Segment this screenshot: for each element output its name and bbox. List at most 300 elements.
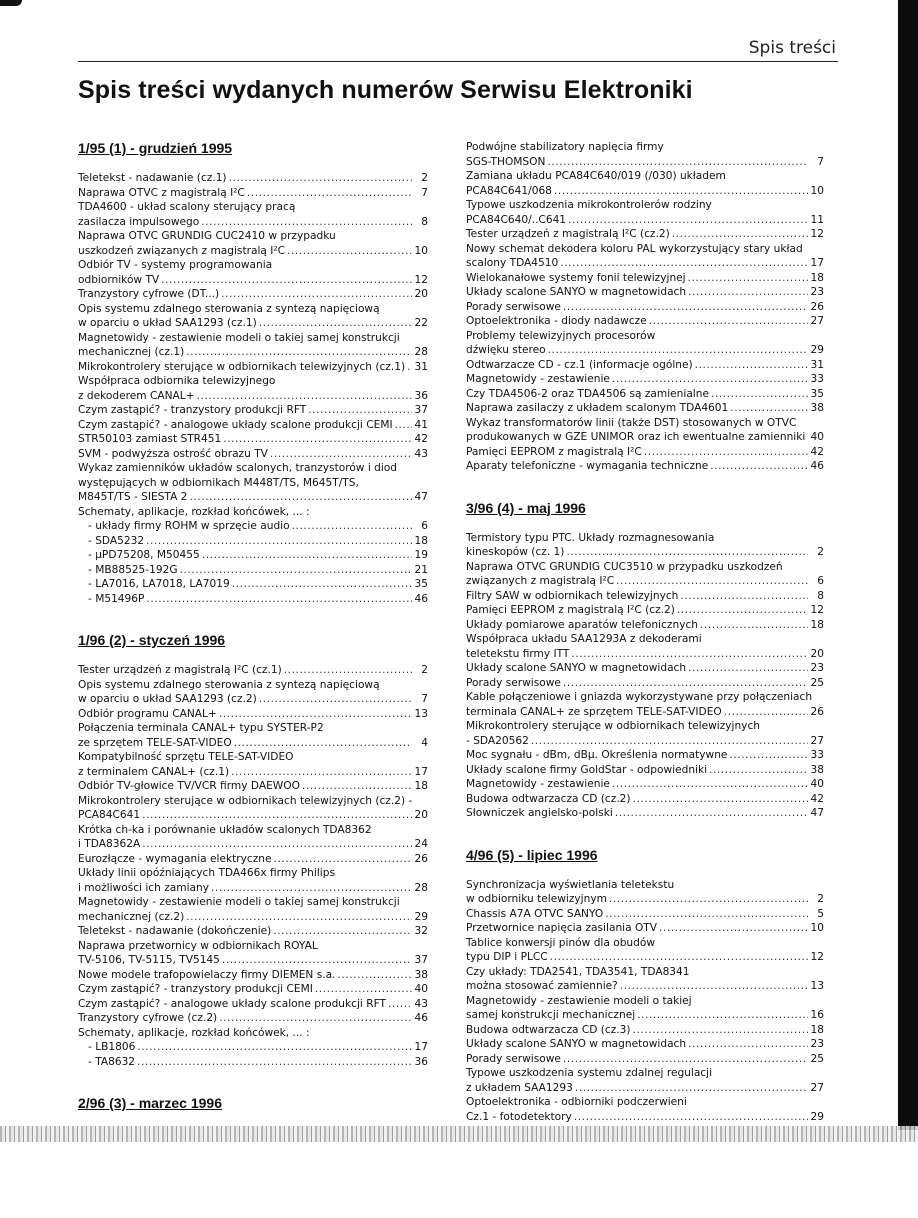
entry-title-line: i możliwości ich zamiany [78,881,209,894]
entry-last-line [466,387,824,402]
toc-entry-list [78,171,428,606]
page-number: 10 [414,244,428,257]
entry-title-line: Naprawa zasilaczy z układem scalonym TDA4601 [466,402,729,414]
entry-title-line: teletekstu firmy ITT [466,647,570,660]
left-column [78,140,428,1138]
dot-leader [284,663,412,678]
page-number: 38 [810,763,824,776]
entry-title-line: Współpraca odbiornika telewizyjnego [78,375,276,387]
page-number: 28 [414,881,428,894]
page-number: 7 [421,693,428,705]
page-number: 8 [421,215,428,228]
dot-leader [202,548,412,563]
toc-entry [466,661,824,676]
page-number: 6 [421,520,428,532]
entry-title-line: można stosować zamiennie? [466,980,618,992]
entry-last-line [78,765,428,780]
entry-last-line [466,676,824,691]
page-number: 37 [414,954,428,966]
toc-entry [466,445,824,460]
toc-entry [78,721,428,750]
entry-last-line [466,545,824,560]
entry-title-line: i TDA8362A [78,838,141,850]
dot-leader [563,1052,808,1067]
toc-entry [78,229,428,258]
entry-title-line: Magnetowidy - zestawienie modeli o takiej samej konstrukcji [78,896,400,908]
entry-title-line: Chassis A7A OTVC SANYO [466,907,604,920]
toc-entry [78,939,428,968]
entry-title-line: Teletekst - nadawanie (cz.1) [78,172,227,184]
entry-title-line: Problemy telewizyjnych procesorów [466,329,656,342]
entry-title-line: Typowe uszkodzenia systemu zdalnej regulacji [466,1067,713,1079]
dot-leader [609,892,808,907]
entry-last-line [78,577,428,592]
page-number: 40 [810,778,824,790]
dot-leader [575,1081,808,1096]
page-number: 4 [421,736,428,749]
toc-entry [78,548,428,563]
page-number: 43 [414,447,428,460]
toc-entry [466,921,824,936]
entry-last-line [466,1037,824,1052]
entry-title-line: Magnetowidy - zestawienie modeli o takiej samej konstrukcji [78,331,400,344]
page-number: 2 [421,664,428,676]
entry-title-line: z terminalem CANAL+ (cz.1) [78,765,230,778]
toc-entry [466,531,824,560]
dot-leader [563,300,808,315]
toc-entry [78,432,428,447]
toc-entry [78,287,428,302]
page-number: 10 [810,922,824,934]
dot-leader [219,707,412,722]
page-number: 11 [810,213,824,226]
entry-title-line: Tester urządzeń z magistralą I²C (cz.2) [466,228,670,240]
dot-leader [568,213,808,228]
entry-title-line: Naprawa OTVC GRUNDIG CUC2410 w przypadku [78,230,336,242]
page-number: 26 [810,705,824,718]
entry-last-line [466,430,824,445]
dot-leader [273,924,412,939]
page-number: 22 [414,317,428,329]
entry-title-line: - LB1806 [88,1041,136,1053]
toc-entry [78,200,428,229]
dot-leader [605,907,808,922]
toc-entry [466,965,824,994]
page-number: 26 [414,852,428,865]
dot-leader [388,997,412,1012]
page-number: 17 [414,765,428,778]
entry-title-line: - MB88525-192G [88,563,178,576]
dot-leader [649,314,808,329]
entry-last-line [466,618,824,633]
dot-leader [688,661,808,676]
entry-last-line [78,563,428,578]
entry-last-line [78,808,428,823]
dot-leader [574,1110,808,1125]
entry-last-line [78,1055,428,1070]
entry-title-line: Tranzystory cyfrowe (cz.2) [78,1012,218,1024]
toc-entry [78,360,428,375]
entry-title-line: Odtwarzacze CD - cz.1 (informacje ogólne) [466,358,693,371]
entry-title-line: Kable połączeniowe i gniazda wykorzystywane przy połączeniach [466,691,813,703]
entry-last-line [466,300,824,315]
page-number: 35 [810,387,824,400]
entry-last-line [466,213,824,228]
toc-entry [466,603,824,618]
toc-entry [78,924,428,939]
entry-title-line: Wykaz transformatorów linii (także DST) stosowanych w OTVC [466,416,797,429]
page-number: 43 [414,997,428,1010]
entry-last-line [466,285,824,300]
entry-title-line: SGS-THOMSON [466,155,546,168]
dot-leader [659,921,808,936]
dot-leader [259,316,412,331]
toc-entry [466,300,824,315]
entry-title-line: Mikrokontrolery sterujące w odbiornikach telewizyjnych (cz.2) - [78,794,413,807]
toc-entry [78,563,428,578]
entry-title-line: Budowa odtwarzacza CD (cz.2) [466,792,631,805]
toc-entry [466,806,824,821]
entry-title-line: ze sprzętem TELE-SAT-VIDEO [78,736,232,749]
dot-leader [566,545,808,560]
toc-entry [78,461,428,505]
entry-last-line [78,186,428,201]
dot-leader [137,1055,412,1070]
page-number: 18 [414,780,428,792]
entry-last-line [466,314,824,329]
toc-entry [78,1011,428,1026]
toc-entry [78,403,428,418]
toc-entry [78,895,428,924]
dot-leader [308,403,412,418]
dot-leader [142,808,412,823]
entry-last-line [78,881,428,896]
entry-title-line: Opis systemu zdalnego sterowania z syntezą napięciową [78,678,380,691]
toc-entry [78,1055,428,1070]
entry-title-line: uszkodzeń związanych z magistralą I²C [78,244,286,257]
dot-leader [700,618,808,633]
dot-leader [550,950,808,965]
entry-title-line: Pamięci EEPROM z magistralą I²C [466,445,642,458]
entry-last-line [466,358,824,373]
dot-leader [612,372,808,387]
toc-entry-list [466,140,824,474]
page-number: 33 [810,373,824,385]
page-number: 23 [810,662,824,674]
dot-leader [620,979,808,994]
entry-last-line [78,953,428,968]
dot-leader [615,806,808,821]
entry-last-line [78,592,428,607]
dot-leader [563,676,808,691]
entry-title-line: w odbiorniku telewizyjnym [466,893,607,905]
page-number: 42 [810,445,824,458]
entry-title-line: - LA7016, LA7018, LA7019 [88,578,230,590]
toc-entry [78,447,428,462]
dot-leader [709,763,808,778]
entry-title-line: Filtry SAW w odbiornikach telewizyjnych [466,589,679,602]
entry-last-line [78,1026,428,1041]
dot-leader [287,244,412,259]
toc-entry [466,227,824,242]
page-number: 12 [414,273,428,286]
toc-entry [78,982,428,997]
toc-entry [466,271,824,286]
entry-last-line [466,647,824,662]
page-number: 21 [414,563,428,576]
scan-bottom-edge [0,1126,918,1142]
entry-last-line [466,184,824,199]
entry-title-line: z układem SAA1293 [466,1081,573,1094]
dot-leader [219,1011,412,1026]
entry-title-line: - TA8632 [88,1055,136,1068]
entry-last-line [466,343,824,358]
entry-title-line: Porady serwisowe [466,300,561,313]
entry-last-line [78,389,428,404]
page-number: 33 [810,749,824,761]
dot-leader [554,184,808,199]
toc-entry [466,878,824,907]
entry-title-line: zasilacza impulsowego [78,215,200,228]
toc-entry [466,719,824,748]
toc-entry [466,936,824,965]
entry-last-line [78,432,428,447]
toc-section [78,632,428,1069]
entry-title-line: Cz.1 - fotodetektory [466,1110,572,1123]
toc-entry [466,748,824,763]
entry-last-line [466,372,824,387]
page-number: 17 [414,1041,428,1053]
page-number: 18 [414,534,428,547]
toc-entry [78,663,428,678]
toc-entry [78,750,428,779]
entry-title-line: Optoelektronika - odbiorniki podczerwieni [466,1096,687,1108]
toc-entry [466,416,824,445]
dot-leader [637,1008,808,1023]
dot-leader [710,459,808,474]
toc-entry [78,852,428,867]
entry-last-line [78,244,428,259]
page-number: 31 [414,360,428,373]
entry-title-line: Kompatybilność sprzętu TELE-SAT-VIDEO [78,751,294,763]
page-number: 27 [810,1081,824,1094]
entry-title-line: Nowy schemat dekodera koloru PAL wykorzystujący stary układ [466,242,803,255]
entry-title-line: Tranzystory cyfrowe (DT...) [78,288,220,300]
page-number: 47 [414,491,428,503]
toc-entry [466,358,824,373]
toc-entry [466,777,824,792]
dot-leader [222,953,412,968]
dot-leader [633,792,808,807]
page-number: 16 [810,1009,824,1021]
entry-title-line: - µPD75208, M50455 [88,549,200,561]
page-number: 23 [810,1038,824,1050]
entry-title-line: Pamięci EEPROM z magistralą I²C (cz.2) [466,604,675,616]
entry-title-line: - M51496P [88,592,145,605]
page-number: 20 [414,809,428,821]
entry-title-line: Tester urządzeń z magistralą I²C (cz.1) [78,664,282,676]
entry-last-line [466,705,824,720]
entry-title-line: odbiorników TV [78,273,160,286]
dot-leader [231,765,412,780]
entry-title-line: Aparaty telefoniczne - wymagania techniczne [466,460,709,472]
entry-title-line: Czy TDA4506-2 oraz TDA4506 są zamienialne [466,387,709,400]
entry-title-line: Słowniczek angielsko-polski [466,807,613,819]
dot-leader [680,589,808,604]
dot-leader [729,748,808,763]
dot-leader [571,647,808,662]
page-number: 46 [414,592,428,605]
entry-title-line: SVM - podwyższa ostrość obrazu TV [78,447,268,460]
entry-last-line [78,736,428,751]
entry-last-line [78,273,428,288]
entry-title-line: kineskopów (cz. 1) [466,546,565,558]
entry-title-line: TV-5106, TV-5115, TV5145 [78,954,220,966]
entry-title-line: Układy linii opóźniających TDA466x firmy Philips [78,867,335,879]
toc-entry [78,534,428,549]
dot-leader [180,563,412,578]
toc-entry [466,994,824,1023]
page-number: 12 [810,951,824,963]
entry-last-line [78,360,428,375]
entry-last-line [78,997,428,1012]
entry-title-line: - SDA5232 [88,534,145,547]
toc-entry [466,1023,824,1038]
running-head: Spis treści [748,38,836,58]
dot-leader [211,881,412,896]
entry-title-line: Czym zastąpić? - analogowe układy scalone produkcji RFT [78,997,386,1010]
toc-entry [466,285,824,300]
toc-entry [466,242,824,271]
dot-leader [531,734,808,749]
entry-title-line: Odbiór programu CANAL+ [78,707,217,720]
entry-title-line: Nowe modele trafopowielaczy firmy DIEMEN s.a. [78,968,336,981]
entry-title-line: w oparciu o układ SAA1293 (cz.1) [78,317,257,329]
dot-leader [695,358,808,373]
page-number: 17 [810,257,824,269]
entry-last-line [78,287,428,302]
entry-last-line [466,806,824,821]
entry-title-line: Naprawa OTVC z magistralą I²C [78,186,245,199]
toc-entry [78,1040,428,1055]
dot-leader [234,736,412,751]
dot-leader [142,837,412,852]
entry-title-line: STR50103 zamiast STR451 [78,433,222,445]
dot-leader [612,777,808,792]
entry-title-line: Naprawa OTVC GRUNDIG CUC3510 w przypadku uszkodzeń [466,560,783,573]
entry-title-line: mechanicznej (cz.2) [78,910,185,923]
entry-last-line [466,401,824,416]
entry-last-line [78,534,428,549]
entry-title-line: Magnetowidy - zestawienie modeli o takiej [466,994,692,1007]
toc-entry-list [466,878,824,1125]
page-number: 27 [810,734,824,747]
toc-entry [466,1066,824,1095]
dot-leader [547,155,808,170]
entry-last-line [78,779,428,794]
entry-last-line [466,734,824,749]
dot-leader [688,271,808,286]
entry-last-line [78,418,428,433]
dot-leader [560,256,808,271]
entry-last-line [78,1011,428,1026]
dot-leader [189,490,412,505]
page-number: 8 [817,589,824,602]
entry-title-line: PCA84C641 [78,809,141,821]
entry-title-line: Wielokanałowe systemy fonii telewizyjnej [466,271,686,284]
toc-entry [466,763,824,778]
section-heading: 1/95 (1) - grudzień 1995 [78,140,233,156]
toc-entry [78,258,428,287]
entry-title-line: TDA4600 - układ scalony sterujący pracą [78,201,296,213]
entry-last-line [466,792,824,807]
toc-section [466,140,824,474]
page-number: 20 [810,647,824,660]
dot-leader [161,273,412,288]
entry-last-line [78,403,428,418]
entry-last-line [78,982,428,997]
entry-title-line: występujących w odbiornikach M448T/TS, M645T/TS, [78,476,359,489]
dot-leader [672,227,808,242]
toc-entry [78,374,428,403]
page-number: 46 [810,460,824,472]
dot-leader [644,445,808,460]
toc-entry [466,589,824,604]
dot-leader [201,215,412,230]
entry-last-line [466,748,824,763]
toc-entry [78,519,428,534]
page-number: 40 [810,431,824,443]
toc-entry [78,779,428,794]
entry-title-line: Schematy, aplikacje, rozkład końcówek, ... : [78,1026,310,1039]
entry-title-line: typu DIP i PLCC [466,951,548,963]
page-number: 40 [414,983,428,995]
page-number: 37 [414,404,428,416]
entry-title-line: Czym zastąpić? - tranzystory produkcji CEMI [78,983,313,995]
entry-last-line [78,707,428,722]
toc-entry-list [466,531,824,821]
toc-section [78,1095,428,1112]
dot-leader [270,447,412,462]
toc-entry [78,505,428,520]
page-number: 28 [414,346,428,358]
entry-title-line: - SDA20562 [466,734,529,747]
dot-leader [337,968,412,983]
dot-leader [247,186,412,201]
entry-last-line [466,155,824,170]
entry-title-line: Naprawa przetwornicy w odbiornikach ROYAL [78,939,318,952]
entry-title-line: z dekoderem CANAL+ [78,389,195,402]
page-number: 29 [810,344,824,356]
entry-last-line [78,519,428,534]
page-number: 29 [810,1110,824,1123]
toc-entry [466,314,824,329]
entry-title-line: Termistory typu PTC. Układy rozmagnesowania [466,531,715,544]
dot-leader [395,418,412,433]
page-number: 36 [414,389,428,402]
dot-leader [677,603,808,618]
dot-leader [186,910,412,925]
dot-leader [221,287,412,302]
toc-entry [466,198,824,227]
entry-last-line [466,574,824,589]
page-number: 24 [414,838,428,850]
dot-leader [232,577,412,592]
entry-title-line: M845T/TS - SIESTA 2 [78,491,188,503]
dot-leader [807,430,808,445]
dot-leader [633,1023,808,1038]
entry-title-line: Typowe uszkodzenia mikrokontrolerów rodziny [466,199,712,211]
